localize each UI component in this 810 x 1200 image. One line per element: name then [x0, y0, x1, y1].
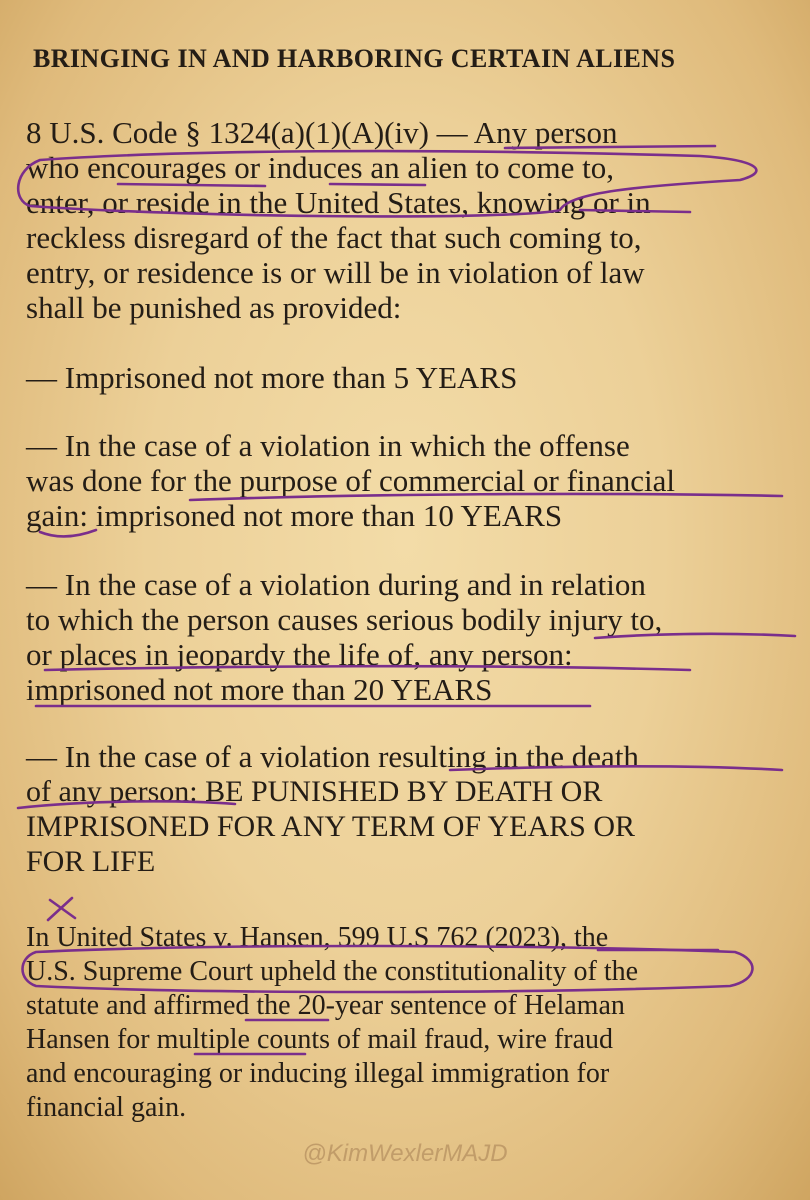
- watermark: @KimWexlerMAJD: [302, 1140, 508, 1167]
- penalty-line: — In the case of a violation resulting in the death: [26, 739, 639, 774]
- statute-line: reckless disregard of the fact that such coming to,: [26, 220, 642, 255]
- penalty-line: — In the case of a violation during and in relation: [26, 567, 646, 602]
- penalty-line: to which the person causes serious bodily injury to,: [26, 602, 663, 637]
- statute-line: entry, or residence is or will be in violation of law: [26, 255, 645, 290]
- statute-line: who encourages or induces an alien to come to,: [26, 150, 614, 185]
- penalty-line: gain: imprisoned not more than 10 YEARS: [26, 498, 563, 533]
- penalty-line: FOR LIFE: [26, 845, 156, 878]
- statute-line: 8 U.S. Code § 1324(a)(1)(A)(iv) — Any person: [26, 115, 618, 150]
- case-line: statute and affirmed the 20-year sentence of Helaman: [26, 990, 625, 1021]
- penalty-line: IMPRISONED FOR ANY TERM OF YEARS OR: [26, 810, 635, 843]
- document-heading: BRINGING IN AND HARBORING CERTAIN ALIENS: [33, 44, 676, 73]
- penalty-line: — In the case of a violation in which the offense: [26, 428, 630, 463]
- statute-line: shall be punished as provided:: [26, 290, 402, 325]
- ink-x-mark: [48, 898, 75, 920]
- penalty-line: imprisoned not more than 20 YEARS: [26, 672, 493, 707]
- case-line: financial gain.: [26, 1092, 187, 1123]
- statute-line: enter, or reside in the United States, knowing or in: [26, 185, 651, 220]
- penalty-line: — Imprisoned not more than 5 YEARS: [26, 360, 518, 395]
- penalty-line: was done for the purpose of commercial or financial: [26, 463, 676, 498]
- case-line: U.S. Supreme Court upheld the constitutionality of the: [26, 956, 639, 987]
- case-line: and encouraging or inducing illegal immigration for: [26, 1058, 610, 1089]
- case-line: In United States v. Hansen, 599 U.S 762 (2023), the: [26, 922, 609, 953]
- penalty-line: or places in jeopardy the life of, any person:: [26, 637, 573, 672]
- case-line: Hansen for multiple counts of mail fraud, wire fraud: [26, 1024, 614, 1055]
- penalty-line: of any person: BE PUNISHED BY DEATH OR: [26, 775, 603, 808]
